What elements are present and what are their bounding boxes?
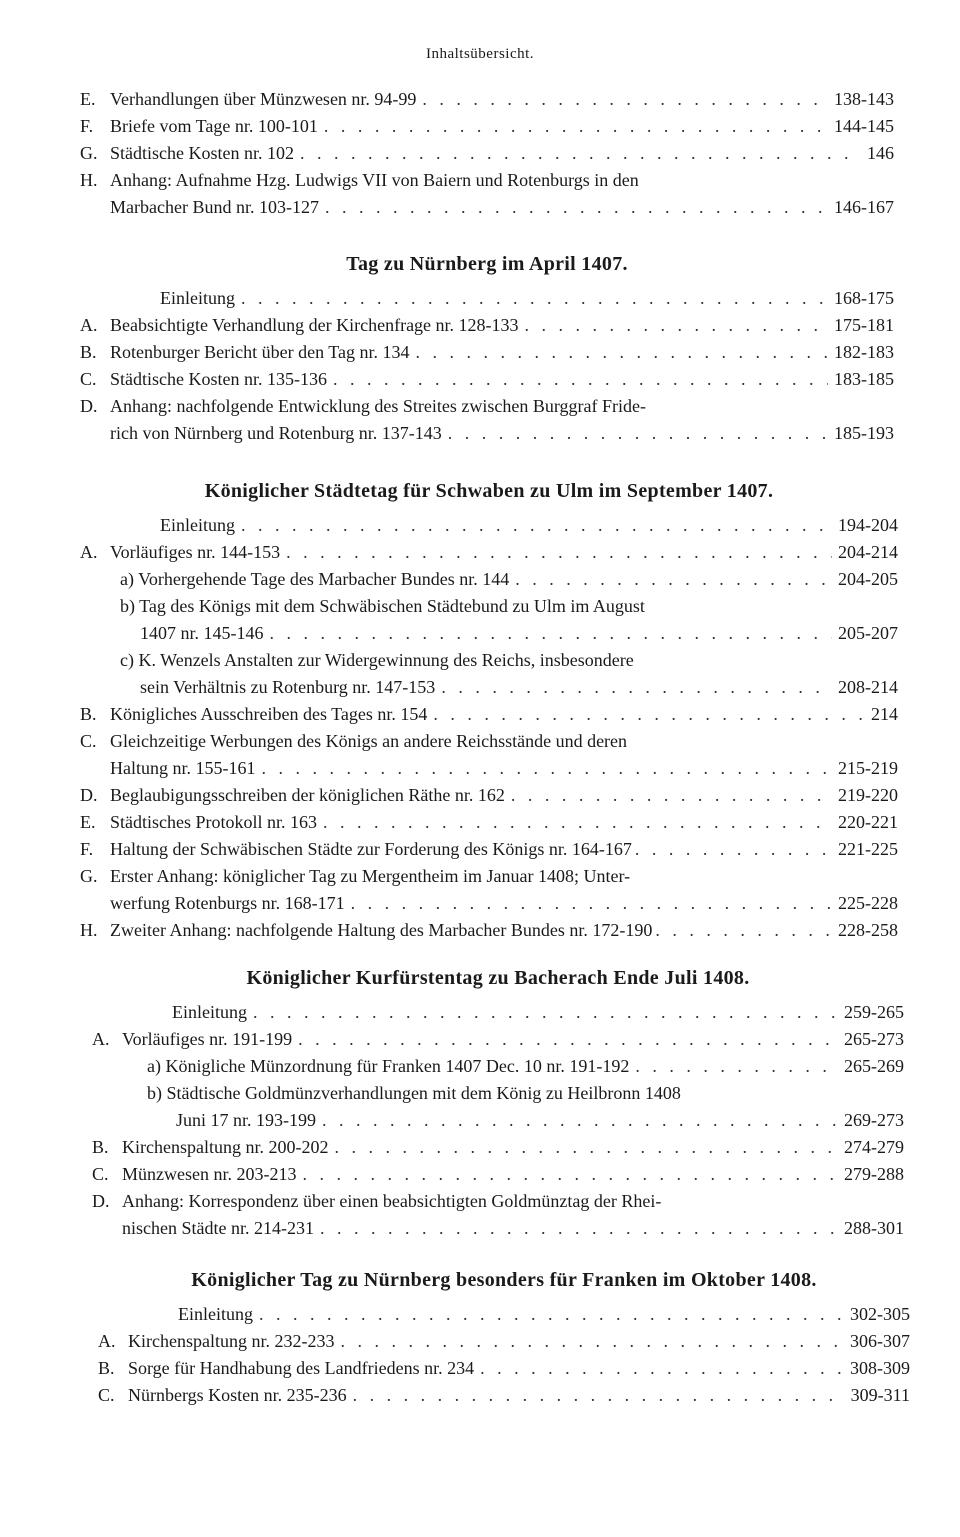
page-range: 214 [871, 704, 898, 724]
page-range: 175-181 [834, 315, 894, 335]
page-range: 302-305 [850, 1304, 910, 1324]
page-range: 265-273 [844, 1029, 904, 1049]
toc-subentry-continuation: 1407 nr. 145-146 . . . 205-207 [80, 620, 898, 647]
page-range: 204-205 [838, 569, 898, 589]
page-range: 306-307 [850, 1331, 910, 1351]
toc-subentry: a) Königliche Münzordnung für Franken 1407 Dec. 10 nr. 191-192 . . . 265-269 [92, 1053, 904, 1080]
toc-entry-continuation: Haltung nr. 155-161 . . . 215-219 [80, 755, 898, 782]
toc-entry: Einleitung . . . 259-265 [92, 999, 904, 1026]
section-heading: Königlicher Kurfürstentag zu Bacherach Ende Juli 1408. [246, 967, 750, 989]
page-range: 208-214 [838, 677, 898, 697]
toc-section [0, 478, 898, 944]
page-range: 308-309 [850, 1358, 910, 1378]
page-range: 228-258 [838, 920, 898, 940]
toc-entry: H. Anhang: Aufnahme Hzg. Ludwigs VII von Baiern und Rotenburgs in den [80, 170, 639, 190]
toc-entry: B. Rotenburger Bericht über den Tag nr. 134 . . . 182-183 [80, 339, 894, 366]
toc-entry: Einleitung . . . 168-175 [80, 285, 894, 312]
toc-entry: F. Briefe vom Tage nr. 100-101 . . . 144-145 [80, 113, 894, 140]
toc-entry: A. Kirchenspaltung nr. 232-233 . . . 306-307 [98, 1328, 910, 1355]
toc-entry: Einleitung . . . 194-204 [80, 512, 898, 539]
toc-entry: A. Beabsichtigte Verhandlung der Kirchenfrage nr. 128-133 . . . 175-181 [80, 312, 894, 339]
page-range: 309-311 [850, 1385, 910, 1405]
page-range: 205-207 [838, 623, 898, 643]
toc-entry: G. Erster Anhang: königlicher Tag zu Mergentheim im Januar 1408; Unter- [80, 866, 631, 886]
toc-entry: C. Städtische Kosten nr. 135-136 . . . 183-185 [80, 366, 894, 393]
toc-entry: D. Beglaubigungsschreiben der königlichen Räthe nr. 162 . . . 219-220 [80, 782, 898, 809]
page-range: 221-225 [838, 839, 898, 859]
page-range: 168-175 [834, 288, 894, 308]
toc-subentry-continuation: sein Verhältnis zu Rotenburg nr. 147-153 . . . 208-214 [80, 674, 898, 701]
toc-entry-continuation: nischen Städte nr. 214-231 . . . 288-301 [92, 1215, 904, 1242]
page-range: 182-183 [834, 342, 894, 362]
toc-entry: C. Münzwesen nr. 203-213 . . . 279-288 [92, 1161, 904, 1188]
page-range: 185-193 [834, 423, 894, 443]
toc-entry: H. Zweiter Anhang: nachfolgende Haltung des Marbacher Bundes nr. 172-190 . . . 228-258 [80, 917, 898, 944]
page-range: 204-214 [838, 542, 898, 562]
page-range: 194-204 [838, 515, 898, 535]
toc-entry: E. Verhandlungen über Münzwesen nr. 94-99 . . . 138-143 [80, 86, 894, 113]
page-range: 269-273 [844, 1110, 904, 1130]
toc-subentry: b) Städtische Goldmünzverhandlungen mit dem König zu Heilbronn 1408 [147, 1083, 681, 1103]
toc-subentry: a) Vorhergehende Tage des Marbacher Bundes nr. 144 . . . 204-205 [80, 566, 898, 593]
toc-subentry: c) K. Wenzels Anstalten zur Widergewinnung des Reichs, insbesondere [120, 650, 634, 670]
page-range: 220-221 [838, 812, 898, 832]
toc-entry: C. Gleichzeitige Werbungen des Königs an andere Reichsstände und deren [80, 731, 628, 751]
page-range: 279-288 [844, 1164, 904, 1184]
section-heading: Tag zu Nürnberg im April 1407. [346, 253, 628, 275]
toc-entry: F. Haltung der Schwäbischen Städte zur Forderung des Königs nr. 164-167 . . . 221-225 [80, 836, 898, 863]
toc-entry: D. Anhang: Korrespondenz über einen beabsichtigten Goldmünztag der Rhei- [92, 1191, 662, 1211]
toc-section [0, 1267, 910, 1409]
page-range: 259-265 [844, 1002, 904, 1022]
toc-section [0, 251, 894, 447]
page-range: 274-279 [844, 1137, 904, 1157]
toc-section [0, 965, 904, 1242]
toc-entry-continuation: rich von Nürnberg und Rotenburg nr. 137-143 . . . 185-193 [80, 420, 894, 447]
toc-entry: C. Nürnbergs Kosten nr. 235-236 . . . 309-311 [98, 1382, 910, 1409]
page-range: 146-167 [834, 197, 894, 217]
section-heading: Königlicher Tag zu Nürnberg besonders für Franken im Oktober 1408. [191, 1269, 817, 1291]
toc-entry-continuation: werfung Rotenburgs nr. 168-171 . . . 225-228 [80, 890, 898, 917]
toc-entry: G. Städtische Kosten nr. 102 . . . 146 [80, 140, 894, 167]
toc-entry: B. Sorge für Handhabung des Landfriedens nr. 234 . . . 308-309 [98, 1355, 910, 1382]
section-heading: Königlicher Städtetag für Schwaben zu Ulm im September 1407. [204, 480, 774, 502]
page-range: 144-145 [834, 116, 894, 136]
toc-entry: D. Anhang: nachfolgende Entwicklung des Streites zwischen Burggraf Fride- [80, 396, 647, 416]
toc-entry: B. Königliches Ausschreiben des Tages nr. 154 . . . 214 [80, 701, 898, 728]
toc-section-continued [0, 86, 894, 221]
page-range: 146 [867, 143, 894, 163]
toc-entry: A. Vorläufiges nr. 144-153 . . . 204-214 [80, 539, 898, 566]
page-range: 183-185 [834, 369, 894, 389]
page-range: 288-301 [844, 1218, 904, 1238]
toc-entry-continuation: Marbacher Bund nr. 103-127 . . . 146-167 [80, 194, 894, 221]
toc-entry: A. Vorläufiges nr. 191-199 . . . 265-273 [92, 1026, 904, 1053]
page-range: 219-220 [838, 785, 898, 805]
page-range: 215-219 [838, 758, 898, 778]
page-range: 138-143 [834, 89, 894, 109]
toc-entry: E. Städtisches Protokoll nr. 163 . . . 220-221 [80, 809, 898, 836]
page-range: 225-228 [838, 893, 898, 913]
toc-subentry: b) Tag des Königs mit dem Schwäbischen Städtebund zu Ulm im August [120, 596, 645, 616]
toc-subentry-continuation: Juni 17 nr. 193-199 . . . 269-273 [92, 1107, 904, 1134]
toc-entry: Einleitung . . . 302-305 [98, 1301, 910, 1328]
page-range: 265-269 [844, 1056, 904, 1076]
running-head: Inhaltsübersicht. [425, 46, 535, 62]
toc-entry: B. Kirchenspaltung nr. 200-202 . . . 274-279 [92, 1134, 904, 1161]
